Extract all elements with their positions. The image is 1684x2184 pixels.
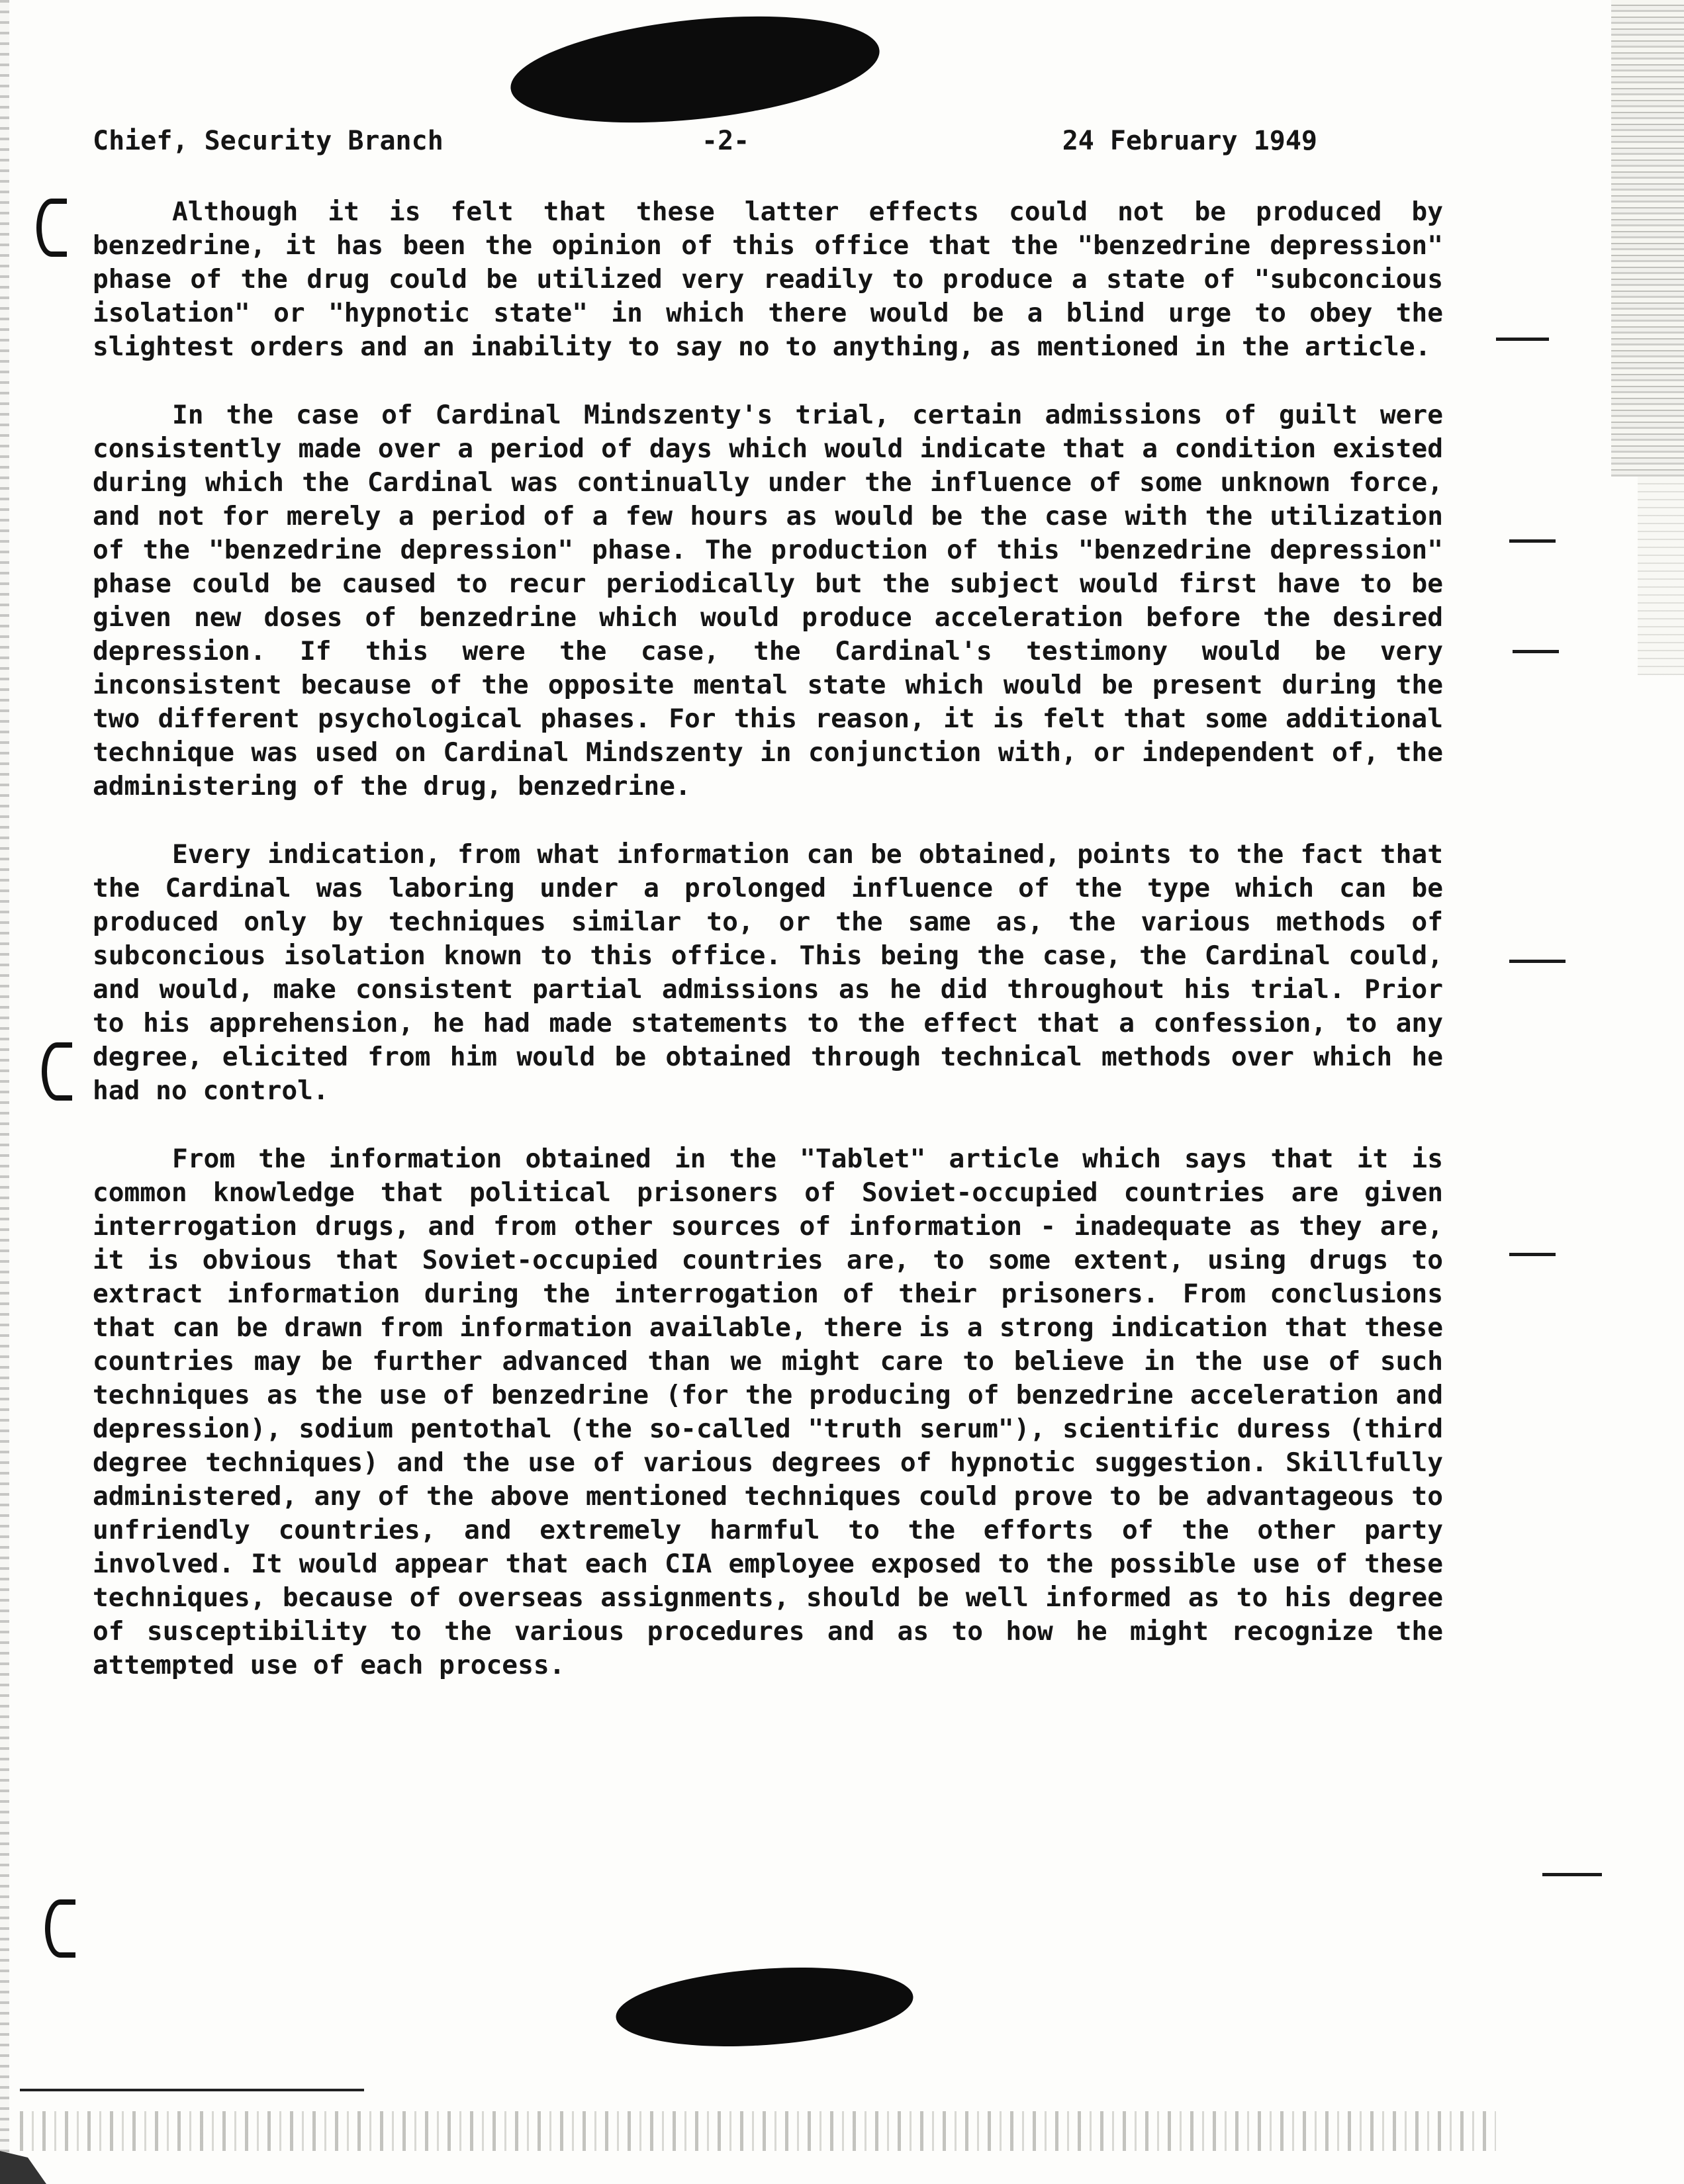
redaction-top [506,1,885,138]
memo-date: 24 February 1949 [1062,126,1317,156]
margin-mark [1509,539,1556,543]
punch-hole-mark [36,199,67,257]
paragraph: In the case of Cardinal Mindszenty's trial, certain admissions of guilt were consistently made over a period of days which would indicate that a condition existed during which the Cardinal was continually under the influence of some unknown force, and not for merely a period of a few hours as would be the case with the utilization of the "benzedrine depression" phase. The production of this "benzedrine depression" phase could be caused to recur periodically but the subject would first have to be given new doses of benzedrine which would produce acceleration before the desired depression. If this were the case, the Cardinal's testimony would be very inconsistent because of the opposite mental state which would be present during the two different psychological phases. For this reason, it is felt that some additional technique was used on Cardinal Mindszenty in conjunction with, or independent of, the administering of the drug, benzedrine. [93,400,1443,801]
scan-footer-noise [20,2111,1496,2151]
header-recipient: Chief, Security Branch [93,126,444,156]
scan-right-edge-lower [1638,477,1684,675]
memo-header [93,126,1317,172]
margin-mark [1513,650,1559,653]
scan-corner [0,2151,46,2184]
paragraph: Every indication, from what information can be obtained, points to the fact that the Cardinal was laboring under a prolonged influence of the type which can be produced only by techniques similar to, or the same as, the various methods of subconcious isolation known to this office. This being the case, the Cardinal could, and would, make consistent partial admissions as he did throughout his trial. Prior to his apprehension, he had made statements to the effect that a confession, to any degree, elicited from him would be obtained through technical methods over which he had no control. [93,839,1443,1106]
margin-mark [1496,338,1549,341]
footer-rule [20,2089,364,2091]
punch-hole-mark [45,1899,75,1958]
margin-mark [1509,960,1566,963]
scan-left-edge [0,0,9,2184]
memo-body [93,195,1443,1717]
page-number: -2- [702,126,750,156]
margin-mark [1542,1873,1602,1876]
punch-hole-mark [42,1042,72,1101]
scan-right-edge [1611,0,1684,477]
paragraph: From the information obtained in the "Tablet" article which says that it is common knowledge that political prisoners of Soviet-occupied countries are given interrogation drugs, and from other sources of information - inadequate as they are, it is obvious that Soviet-occupied countries are, to some extent, using drugs to extract information during the interrogation of their prisoners. From conclusions that can be drawn from information available, there is a strong indication that these countries may be further advanced than we might care to believe in the use of such techniques as the use of benzedrine (for the producing of benzedrine acceleration and depression), sodium pentothal (the so-called "truth serum"), scientific duress (third degree techniques) and the use of various degrees of hypnotic suggestion. Skillfully administered, any of the above mentioned techniques could prove to be advantageous to unfriendly countries, and extremely harmful to the efforts of the other party involved. It would appear that each CIA employee exposed to the possible use of these techniques, because of overseas assignments, should be well informed as to his degree of susceptibility to the various procedures and as to how he might recognize the attempted use of each process. [93,1144,1443,1680]
paragraph: Although it is felt that these latter effects could not be produced by benzedrine, it has been the opinion of this office that the "benzedrine depression" phase of the drug could be utilized very readily to produce a state of "subconcious isolation" or "hypnotic state" in which there would be a blind urge to obey the slightest orders and an inability to say no to anything, as mentioned in the article. [93,197,1443,362]
margin-mark [1509,1253,1556,1256]
redaction-bottom [614,1958,916,2055]
